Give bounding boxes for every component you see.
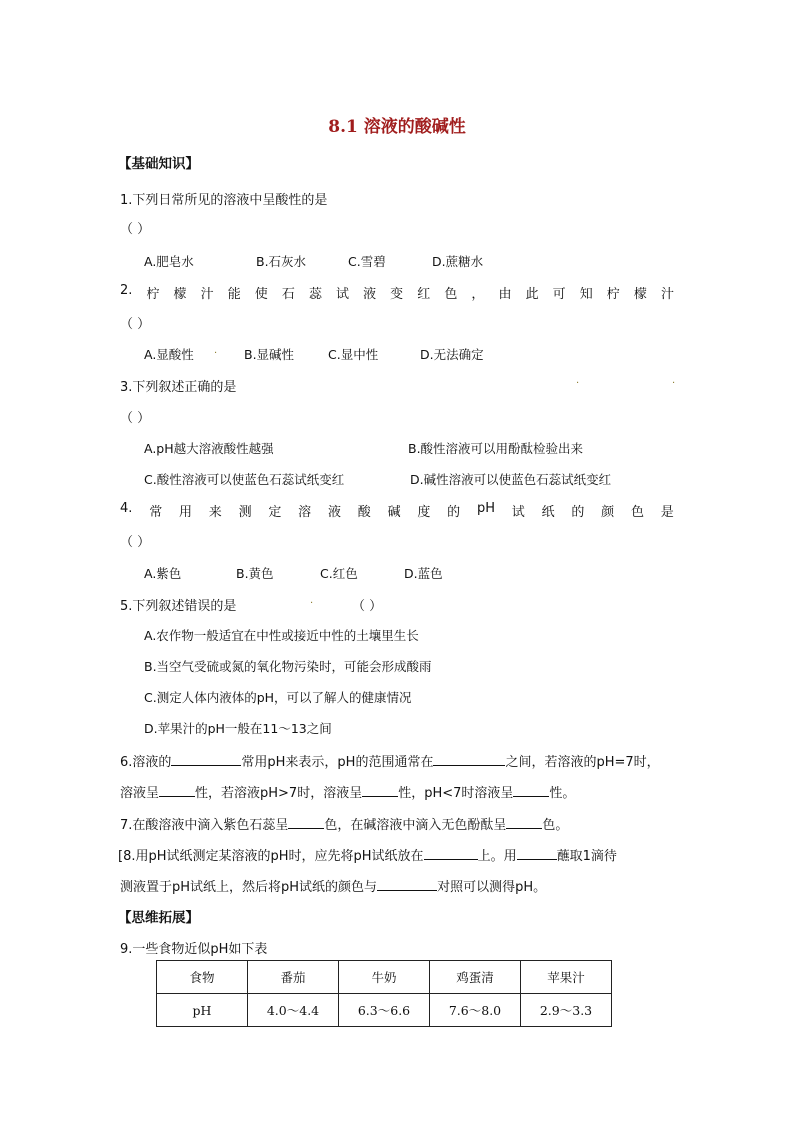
question-4-option-d: D.蓝色 [404,566,443,581]
question-8-text: [8.用pH试纸测定某溶液的pH时，应先将pH试纸放在 [118,849,424,864]
question-2-char: 色 [444,287,458,302]
section-heading-extend: 【思维拓展】 [118,910,199,926]
question-4-char: 颜 [601,505,615,520]
question-4-char: 溶 [298,505,312,520]
question-6-line-2 [120,782,575,801]
answer-blank[interactable] [424,847,478,860]
question-4-option-b: B.黄色 [236,566,274,581]
question-6-text: 常用pH来表示，pH的范围通常在 [241,755,434,770]
question-4-char: 液 [327,505,341,520]
question-5-option-c: C.测定人体内液体的pH，可以了解人的健康情况 [144,690,412,705]
table-cell: 6.3～6.6 [339,994,430,1027]
question-1-option-a: A.肥皂水 [144,254,194,269]
question-4-char: 酸 [357,505,371,520]
question-2-char: 汁 [660,287,674,302]
question-4-char: 的 [447,505,461,520]
question-1-option-d: D.蔗糖水 [432,254,484,269]
table-header-cell: 番茄 [248,961,339,994]
question-4-stem [120,501,674,520]
question-4-char: 碱 [387,505,401,520]
question-4-char: 试 [511,505,525,520]
question-8-line-1 [118,845,617,864]
question-2-char: 试 [336,287,350,302]
question-5-stem: 5.下列叙述错误的是 [120,599,237,614]
question-4-option-c: C.红色 [320,566,358,581]
stray-dot: · [214,348,218,359]
question-3-paren: （ ） [120,411,151,426]
question-2-char: 蕊 [308,287,322,302]
question-4-char: 4. [120,501,133,516]
table-header-cell: 食物 [157,961,248,994]
question-8-text: 蘸取1滴待 [556,849,617,864]
question-2-char: 柠 [146,287,160,302]
question-3-option-c: C.酸性溶液可以使蓝色石蕊试纸变红 [144,472,345,487]
question-7-text: 7.在酸溶液中滴入紫色石蕊呈 [120,818,289,833]
answer-blank[interactable] [362,784,398,797]
page-title: 8.1 溶液的酸碱性 [328,117,466,137]
question-4-option-a: A.紫色 [144,566,182,581]
question-4-char: 来 [208,505,222,520]
question-5-option-d: D.苹果汁的pH一般在11～13之间 [144,721,332,736]
question-5-paren: （ ） [352,599,383,614]
table-header-row [157,961,612,994]
question-8-line-2 [120,876,546,895]
answer-blank[interactable] [506,816,542,829]
question-8-text: 上。用 [477,849,517,864]
question-5-option-a: A.农作物一般适宜在中性或接近中性的土壤里生长 [144,628,419,643]
question-4-char: 定 [268,505,282,520]
question-2-char: 变 [390,287,404,302]
question-2-char: 此 [525,287,539,302]
answer-blank[interactable] [513,784,549,797]
table-cell: pH [157,994,248,1027]
stray-dot: · [576,378,580,389]
question-7-text: 色。 [542,818,569,833]
table-header-cell: 牛奶 [339,961,430,994]
question-2-char: 液 [363,287,377,302]
question-7-text: 色，在碱溶液中滴入无色酚酞呈 [324,818,507,833]
answer-blank[interactable] [517,847,557,860]
question-4-char: pH [476,501,495,516]
question-8-text: 对照可以测得pH。 [437,880,547,895]
question-3-stem: 3.下列叙述正确的是 [120,380,237,395]
question-2-char: 汁 [200,287,214,302]
table-header-cell: 鸡蛋清 [430,961,521,994]
question-3-option-d: D.碱性溶液可以使蓝色石蕊试纸变红 [410,472,612,487]
answer-blank[interactable] [377,878,437,891]
question-1-option-b: B.石灰水 [256,254,307,269]
question-4-char: 测 [238,505,252,520]
question-2-char: 石 [281,287,295,302]
table-row [157,994,612,1027]
question-5-option-b: B.当空气受硫或氮的氧化物污染时，可能会形成酸雨 [144,659,432,674]
section-heading-basic: 【基础知识】 [118,156,199,172]
stray-dot: · [310,598,314,609]
question-1-stem: 1.下列日常所见的溶液中呈酸性的是 [120,193,328,208]
question-2-char: 可 [552,287,566,302]
question-2-option-d: D.无法确定 [420,347,484,362]
table-header-cell: 苹果汁 [521,961,612,994]
question-2-char: 檬 [633,287,647,302]
table-cell: 7.6～8.0 [430,994,521,1027]
question-4-char: 用 [178,505,192,520]
question-2-option-a: A.显酸性 [144,347,194,362]
question-2-char: 红 [417,287,431,302]
table-cell: 4.0～4.4 [248,994,339,1027]
answer-blank[interactable] [288,816,324,829]
question-1-paren: （ ） [120,222,151,237]
question-2-char: 由 [498,287,512,302]
question-2-char: 2. [120,283,133,298]
question-4-char: 是 [660,505,674,520]
question-6-text: 性。 [549,786,576,801]
question-9-stem: 9.一些食物近似pH如下表 [120,942,268,957]
answer-blank[interactable] [159,784,195,797]
question-2-option-b: B.显碱性 [244,347,295,362]
question-6-line-1 [120,751,660,770]
question-4-char: 常 [149,505,163,520]
question-1-option-c: C.雪碧 [348,254,386,269]
question-6-text: 之间，若溶液的pH=7时， [505,755,660,770]
food-ph-table [156,960,612,1027]
question-4-char: 的 [571,505,585,520]
question-2-paren: （ ） [120,317,151,332]
question-2-char: ， [471,287,485,302]
question-4-char: 度 [417,505,431,520]
question-2-option-c: C.显中性 [328,347,379,362]
stray-dot: · [672,378,676,389]
question-2-char: 柠 [606,287,620,302]
question-6-text: 溶液呈 [120,786,160,801]
question-2-char: 使 [254,287,268,302]
question-4-char: 纸 [541,505,555,520]
question-4-char: 色 [630,505,644,520]
answer-blank[interactable] [171,753,241,766]
question-6-text: 性，若溶液pH>7时，溶液呈 [195,786,363,801]
question-2-char: 檬 [173,287,187,302]
question-2-char: 能 [227,287,241,302]
answer-blank[interactable] [433,753,505,766]
question-2-char: 知 [579,287,593,302]
question-2-stem [120,283,674,302]
question-3-option-b: B.酸性溶液可以用酚酞检验出来 [408,441,584,456]
question-8-text: 测液置于pH试纸上，然后将pH试纸的颜色与 [120,880,378,895]
question-4-paren: （ ） [120,535,151,550]
table-cell: 2.9～3.3 [521,994,612,1027]
question-6-text: 6.溶液的 [120,755,172,770]
question-3-option-a: A.pH越大溶液酸性越强 [144,441,274,456]
question-7-line [120,814,568,833]
question-6-text: 性，pH<7时溶液呈 [398,786,514,801]
